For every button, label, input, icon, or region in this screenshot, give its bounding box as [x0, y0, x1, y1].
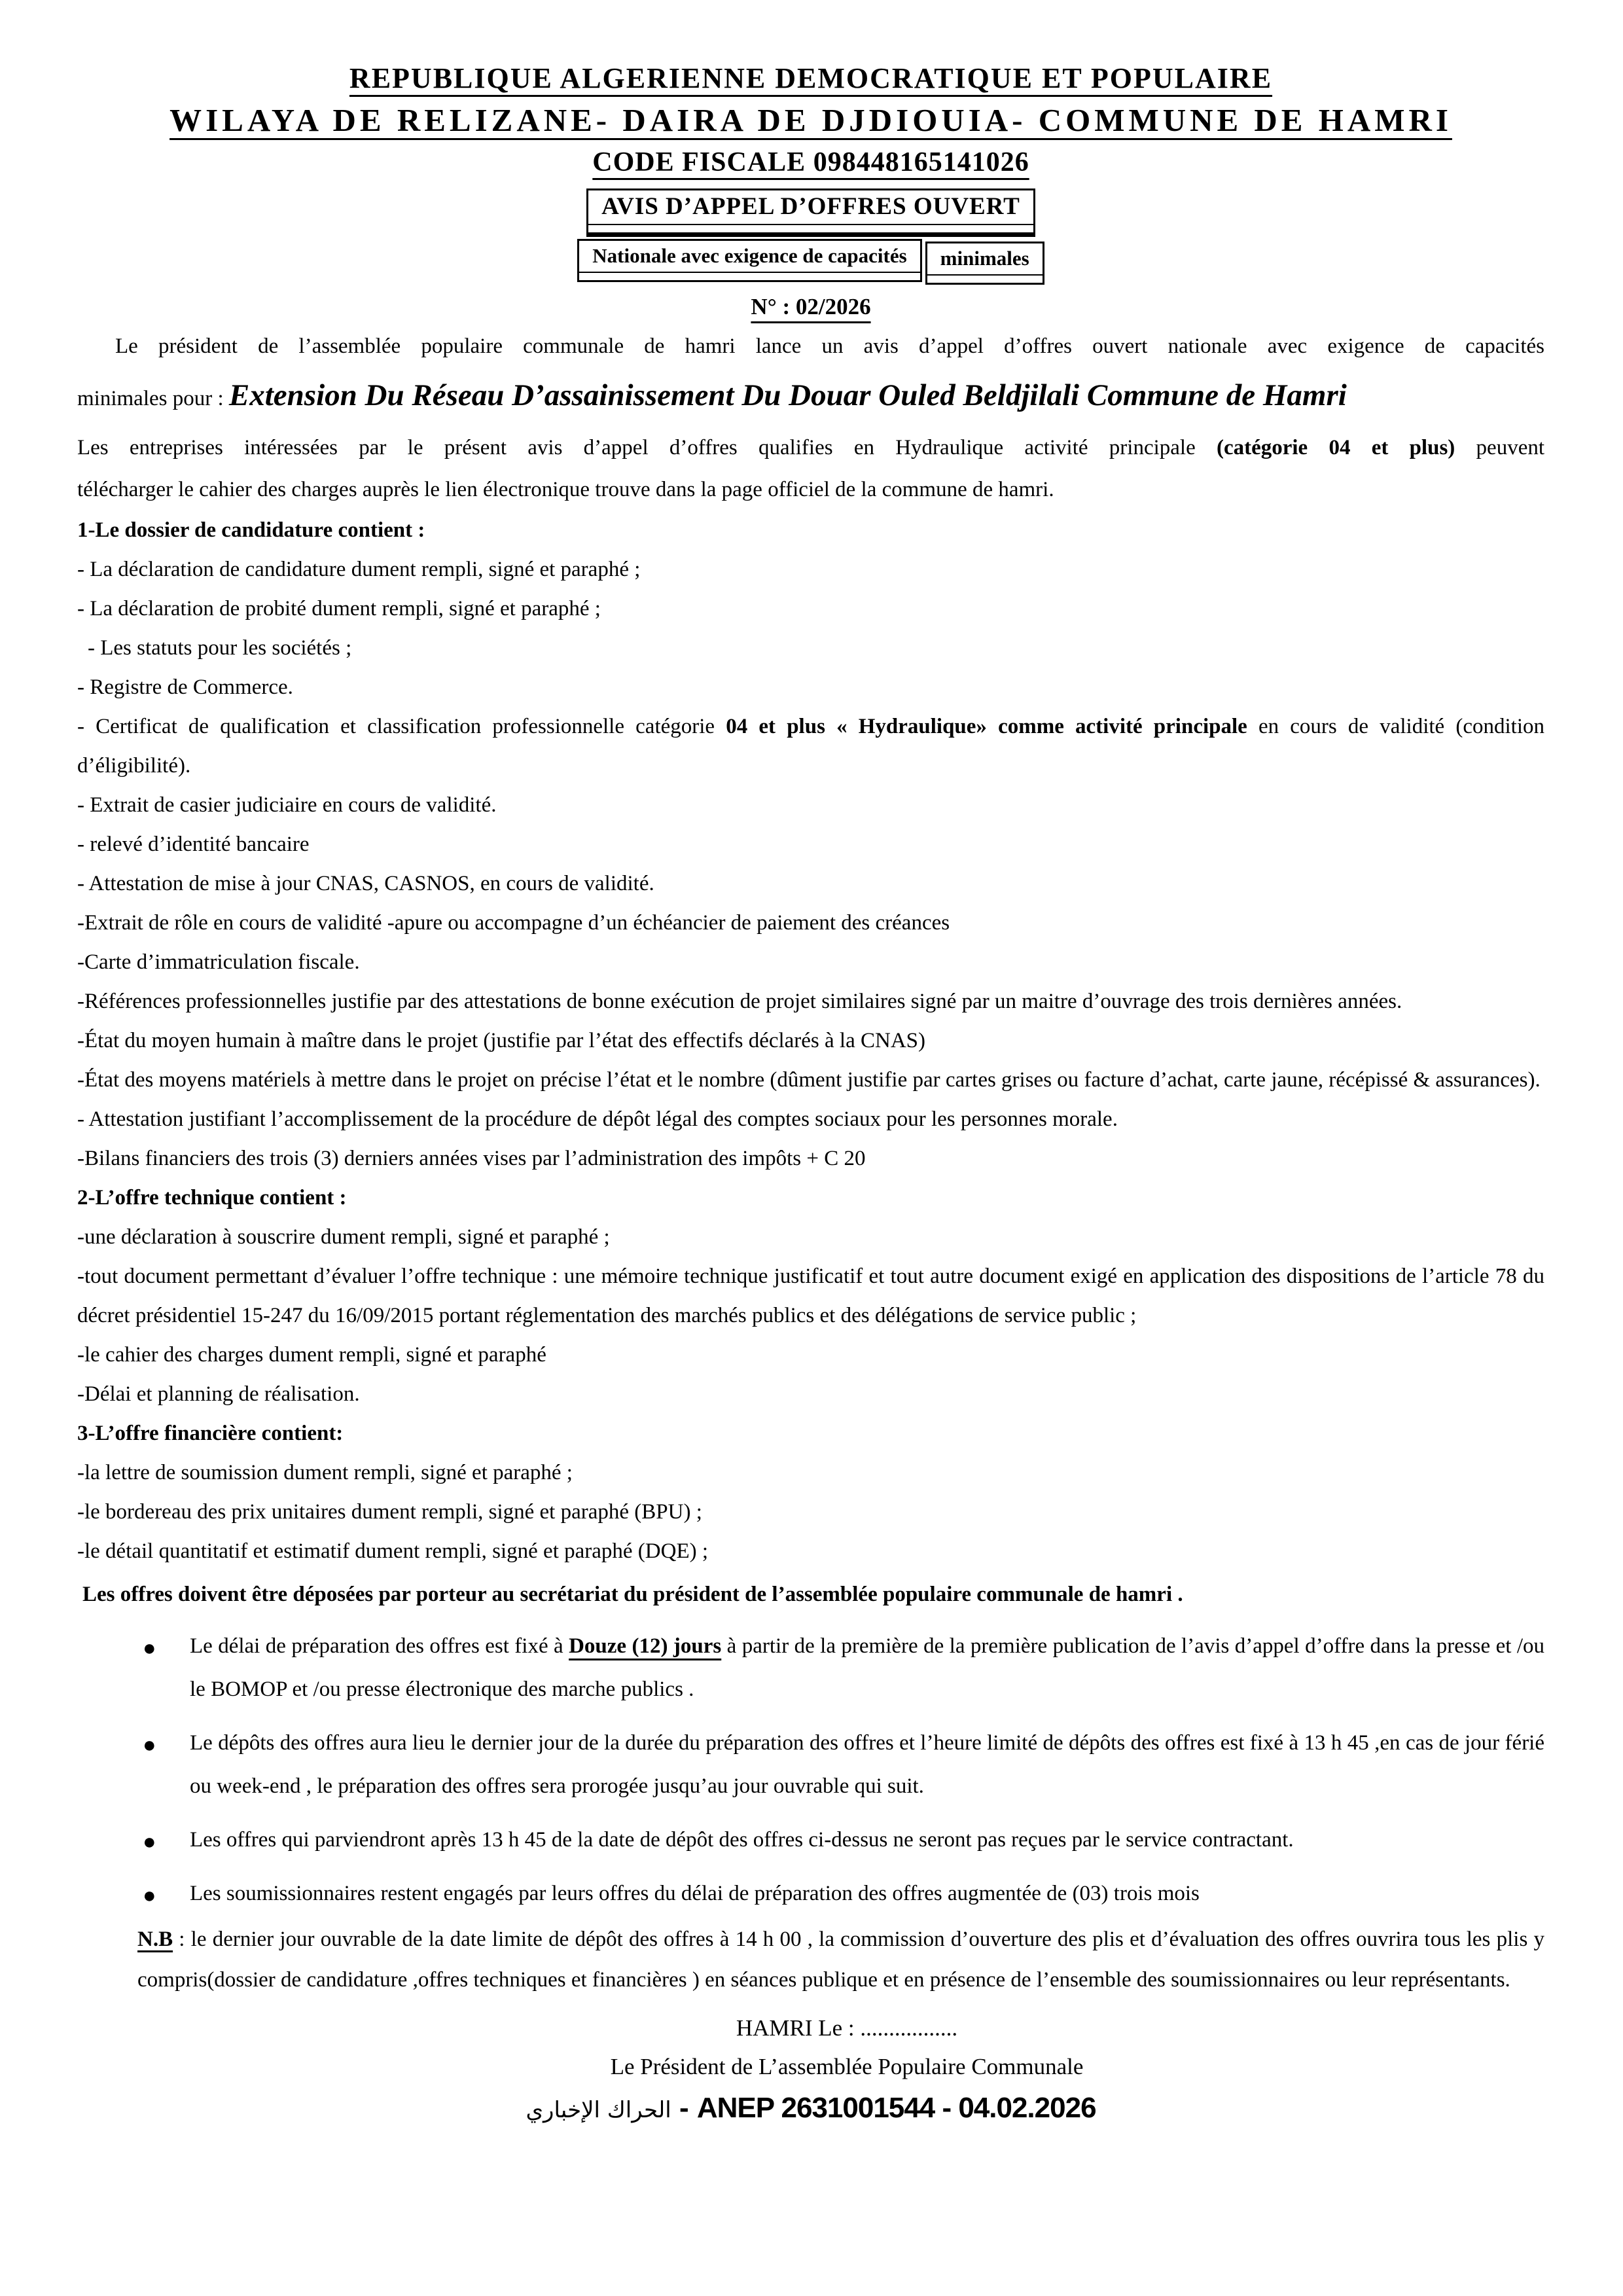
document-header	[77, 58, 1544, 325]
notice-number-text: N° : 02/2026	[751, 294, 871, 319]
nb-label: N.B	[137, 1928, 173, 1951]
list-item: -Carte d’immatriculation fiscale.	[77, 950, 360, 974]
list-item: - La déclaration de probité dument rempli, signé et paraphé ;	[77, 597, 601, 620]
section2-heading: 2-L’offre technique contient :	[77, 1186, 347, 1210]
signature-place-date: HAMRI Le : .................	[736, 2015, 958, 2041]
bullet-icon: ●	[143, 1733, 156, 1757]
notice-number	[77, 289, 1544, 325]
list-item: -Délai et planning de réalisation.	[77, 1382, 360, 1406]
bullet-icon: ●	[143, 1636, 156, 1660]
list-item: - Attestation justifiant l’accomplissement de la procédure de dépôt légal des comptes sociaux pour les personnes morale.	[77, 1107, 1118, 1131]
list-item: -le bordereau des prix unitaires dument rempli, signé et paraphé (BPU) ;	[77, 1500, 702, 1524]
header-code-fiscale	[77, 141, 1544, 183]
nationale-box-text: Nationale avec exigence de capacités	[592, 244, 907, 267]
bullet1-prefix: Le délai de préparation des offres est fixé à	[190, 1634, 569, 1658]
minimales-box-text: minimales	[940, 247, 1029, 270]
project-title: Extension Du Réseau D’assainissement Du Douar Ouled Beldjilali Commune de Hamri	[228, 378, 1347, 412]
certificat-bold: 04 et plus « Hydraulique» comme activité principale	[726, 715, 1247, 738]
intro-line-1: Le président de l’assemblée populaire communale de hamri lance un avis d’appel d’offres ouvert nationale avec exigence de capacités	[115, 334, 1544, 358]
list-item: -tout document permettant d’évaluer l’offre technique : une mémoire technique justificatif et tout autre document exigé en application des dispositions de l’article 78 du décret présidentiel 15-247 du 16/09/2015 portant réglementation des marchés publics et des délégations de service public ;	[77, 1265, 1544, 1327]
deposit-instruction: Les offres doivent être déposées par porteur au secrétariat du président de l’assemblée populaire communale de hamri .	[82, 1583, 1183, 1606]
nationale-box-rule	[579, 272, 919, 280]
nb-text: : le dernier jour ouvrable de la date limite de dépôt des offres à 14 h 00 , la commission d’ouverture des plis et d’évaluation des offres ouvrira tous les plis y compris(dossier de candidature ,offres techniques et financières ) en séances publique et en présence de l’ensemble des soumissionnaires ou leur représentants.	[137, 1928, 1544, 1992]
avis-box	[586, 188, 1035, 237]
avis-box-row	[77, 188, 1544, 237]
intro-line-2-prefix: minimales pour :	[77, 387, 229, 410]
anep-arabic-text: الحراك الإخباري	[526, 2097, 671, 2123]
header-code-fiscale-text: CODE FISCALE 098448165141026	[592, 147, 1029, 177]
list-item: - La déclaration de candidature dument rempli, signé et paraphé ;	[77, 558, 641, 581]
avis-box-title: AVIS D’APPEL D’OFFRES OUVERT	[601, 193, 1020, 220]
list-item: -État des moyens matériels à mettre dans le projet on précise l’état et le nombre (dûment justifie par cartes grises ou facture d’achat, carte jaune, récépissé & assurances).	[77, 1068, 1541, 1092]
intro-line-4: télécharger le cahier des charges auprès le lien électronique trouve dans la page officiel de la commune de hamri.	[77, 478, 1054, 501]
header-wilaya-text: WILAYA DE RELIZANE- DAIRA DE DJDIOUIA- COMMUNE DE HAMRI	[169, 102, 1452, 138]
certificat-suffix: en cours de validité (condition d’éligibilité).	[77, 715, 1544, 778]
certificat-prefix: - Certificat de qualification et classification professionnelle catégorie	[77, 715, 726, 738]
bullet-icon: ●	[143, 1884, 156, 1908]
anep-number: - ANEP 2631001544 - 04.02.2026	[671, 2092, 1096, 2124]
list-item: -Références professionnelles justifie par des attestations de bonne exécution de projet similaires signé par un maitre d’ouvrage des trois dernières années.	[77, 990, 1402, 1013]
list-item: - Attestation de mise à jour CNAS, CASNOS, en cours de validité.	[77, 872, 654, 895]
list-item: - Registre de Commerce.	[77, 675, 293, 699]
intro-line-3	[77, 427, 1544, 469]
section1-heading: 1-Le dossier de candidature contient :	[77, 518, 425, 542]
bullet-icon: ●	[143, 1830, 156, 1854]
bullet-item-engagement	[77, 1872, 1544, 1915]
nationale-box	[577, 239, 921, 282]
list-item: - Les statuts pour les sociétés ;	[88, 636, 352, 660]
bullet-text	[190, 1624, 1544, 1711]
bullet-text: Les offres qui parviendront après 13 h 45 de la date de dépôt des offres ci-dessus ne seront pas reçues par le service contractant.	[190, 1828, 1294, 1852]
nota-bene	[137, 1919, 1544, 2000]
intro-line-2	[77, 367, 1544, 427]
list-item: -Extrait de rôle en cours de validité -apure ou accompagne d’un échéancier de paiement des créances	[77, 911, 950, 935]
list-item: -une déclaration à souscrire dument rempli, signé et paraphé ;	[77, 1225, 610, 1249]
bullet-item-delai	[77, 1624, 1544, 1711]
bullet-item-depot	[77, 1721, 1544, 1808]
bullet1-deadline-bold: Douze (12) jours	[569, 1634, 722, 1658]
minimales-box	[925, 242, 1044, 285]
header-republic-text: REPUBLIQUE ALGERIENNE DEMOCRATIQUE ET POPULAIRE	[349, 62, 1273, 94]
list-item: -la lettre de soumission dument rempli, signé et paraphé ;	[77, 1461, 573, 1484]
bullet-text: Le dépôts des offres aura lieu le dernier jour de la durée du préparation des offres et l’heure limité de dépôts des offres est fixé à 13 h 45 ,en cas de jour férié ou week-end , le préparation des offres sera prorogée jusqu’au jour ouvrable qui suit.	[190, 1731, 1544, 1798]
list-item: -le cahier des charges dument rempli, signé et paraphé	[77, 1343, 546, 1367]
minimales-box-rule	[927, 274, 1043, 283]
intro-category-bold: (catégorie 04 et plus)	[1216, 436, 1455, 459]
nationale-box-row	[77, 239, 1544, 282]
list-item: -le détail quantitatif et estimatif dument rempli, signé et paraphé (DQE) ;	[77, 1539, 709, 1563]
signature-title: Le Président de L’assemblée Populaire Communale	[610, 2054, 1084, 2079]
header-republic	[77, 58, 1544, 99]
list-item: -État du moyen humain à maître dans le projet (justifie par l’état des effectifs déclarés à la CNAS)	[77, 1029, 926, 1052]
bullet-text: Les soumissionnaires restent engagés par leurs offres du délai de préparation des offres augmentée de (03) trois mois	[190, 1882, 1200, 1905]
header-wilaya	[77, 99, 1544, 141]
list-item: -Bilans financiers des trois (3) derniers années vises par l’administration des impôts + C 20	[77, 1147, 866, 1170]
avis-box-rule	[588, 224, 1033, 232]
section3-heading: 3-L’offre financière contient:	[77, 1422, 344, 1445]
list-item-certificat	[77, 707, 1544, 785]
list-item: - relevé d’identité bancaire	[77, 833, 310, 856]
list-item: - Extrait de casier judiciaire en cours de validité.	[77, 793, 497, 817]
intro-line-3-prefix: Les entreprises intéressées par le présent avis d’appel d’offres qualifies en Hydraulique activité principale	[77, 436, 1217, 459]
document-body	[77, 325, 1544, 2130]
intro-line-3-suffix: peuvent	[1455, 436, 1545, 459]
anep-reference-line	[77, 2089, 1544, 2130]
bullet-item-retard	[77, 1818, 1544, 1861]
bullet1-suffix: à partir de la première de la première publication de l’avis d’appel d’offre dans la presse et /ou le BOMOP et /ou presse électronique des marche publics .	[190, 1634, 1544, 1701]
